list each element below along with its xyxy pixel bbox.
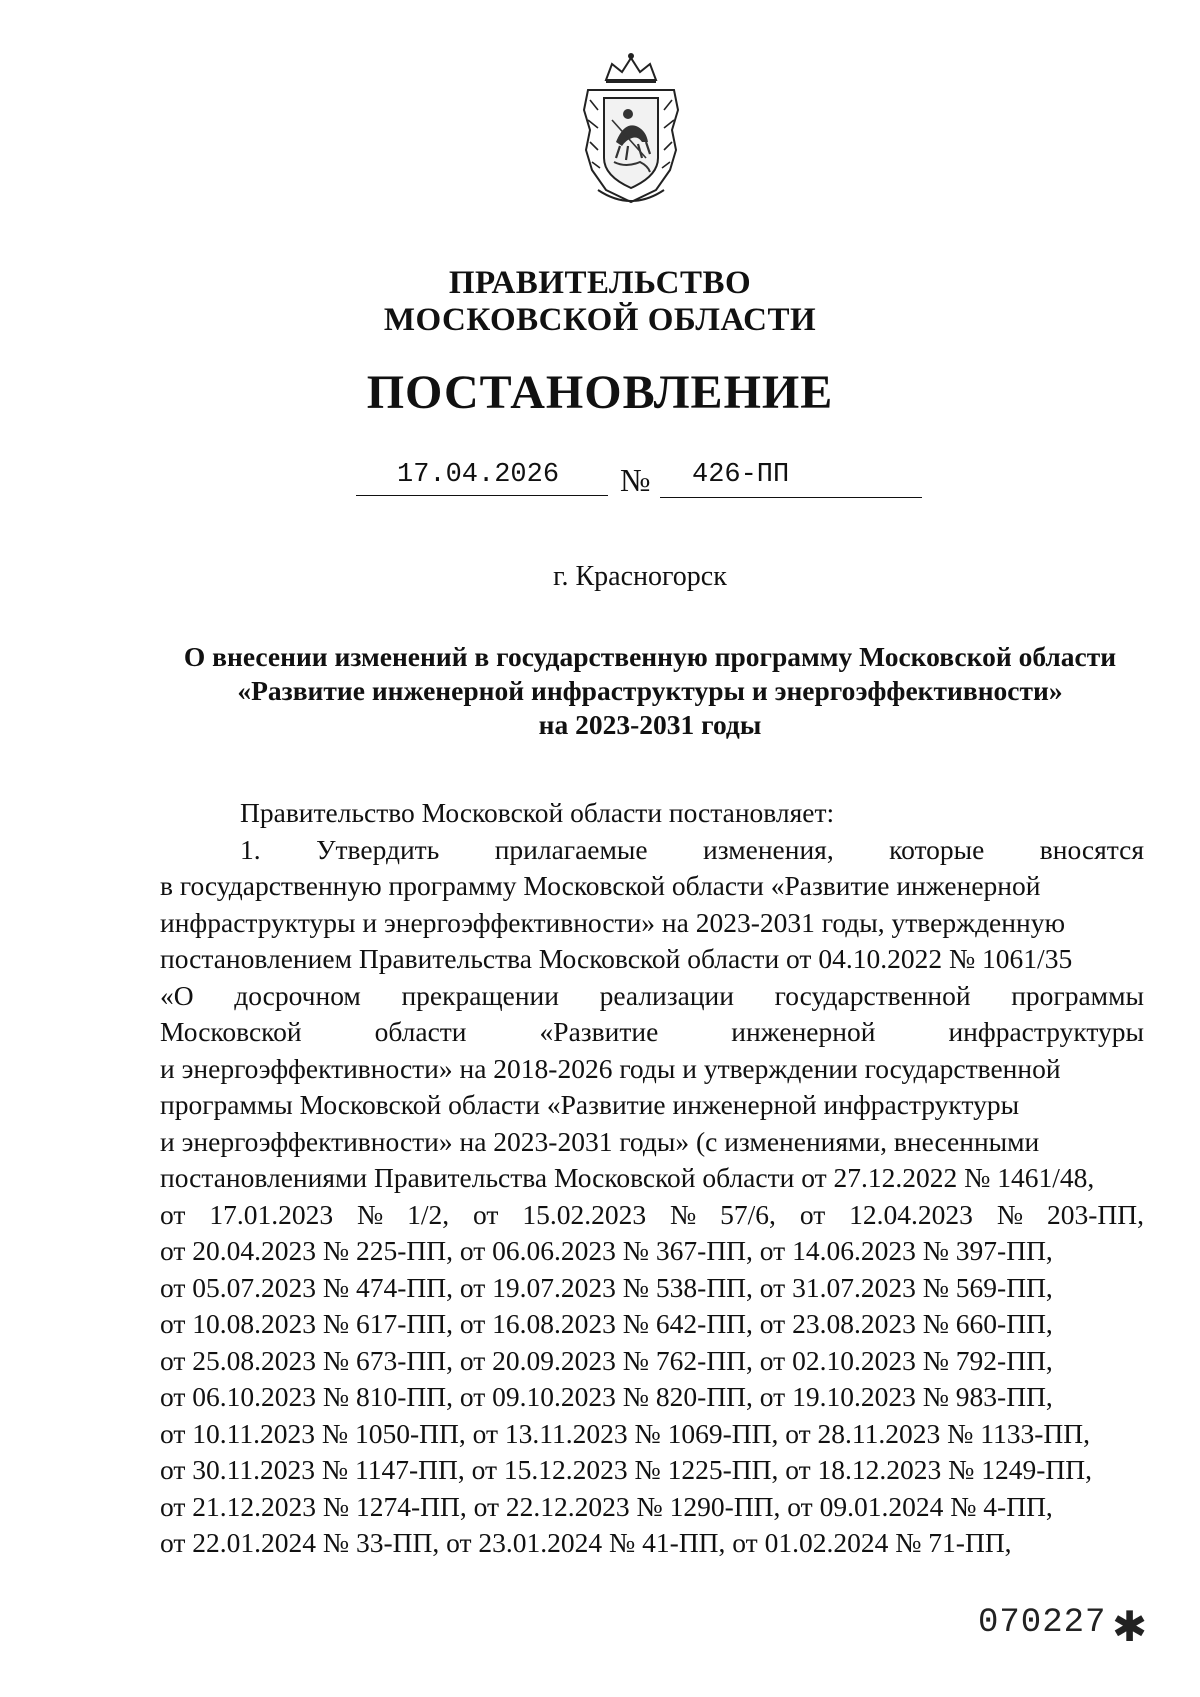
body-line: от 25.08.2023 № 673-ПП, от 20.09.2023 № 762-ПП, от 02.10.2023 № 792-ПП, [160,1344,1053,1376]
body-line-justified [160,978,1144,1015]
word: программы [1011,979,1144,1011]
word: 57/6, [720,1198,776,1230]
body-line: и энергоэффективности» на 2023-2031 годы» (с изменениями, внесенными [160,1125,1040,1157]
word: досрочном [234,979,361,1011]
word: № [996,1198,1024,1230]
word: области [374,1016,467,1047]
word: от [160,1198,186,1230]
word: прекращении [401,979,559,1011]
number-underline [660,497,922,498]
coat-of-arms-emblem [576,50,686,210]
subject-line: на 2023-2031 годы [538,709,762,740]
subject-line: «Развитие инженерной инфраструктуры и энергоэффективности» [237,675,1063,706]
decree-number: 426-ПП [692,460,790,490]
body-line-justified [160,832,1144,869]
number-sign: № [620,462,651,498]
body-line: от 20.04.2023 № 225-ПП, от 06.06.2023 № 367-ПП, от 14.06.2023 № 397-ПП, [160,1235,1053,1266]
city-name: г. Красногорск [553,561,727,592]
word: 15.02.2023 [522,1198,647,1230]
word: которые [889,833,985,865]
decree-subject [160,640,1140,742]
word: 203-ПП, [1046,1198,1144,1230]
body-line: постановлением Правительства Московской области от 04.10.2022 № 1061/35 [160,943,1073,974]
body-line: от 05.07.2023 № 474-ПП, от 19.07.2023 № 538-ПП, от 31.07.2023 № 569-ПП, [160,1271,1053,1303]
decree-body [160,795,1144,1562]
body-line-justified [160,1197,1144,1234]
body-line: от 10.08.2023 № 617-ПП, от 16.08.2023 № 642-ПП, от 23.08.2023 № 660-ПП, [160,1308,1053,1339]
subject-line: О внесении изменений в государственную программу Московской области [183,641,1117,672]
word: от [473,1198,499,1230]
word: инженерной [731,1016,876,1047]
word: № [670,1198,697,1230]
body-intro: Правительство Московской области постановляет: [240,797,835,828]
decree-date: 17.04.2026 [397,460,560,490]
word: 17.01.2023 [209,1198,334,1230]
body-line: от 06.10.2023 № 810-ПП, от 09.10.2023 № 820-ПП, от 19.10.2023 № 983-ПП, [160,1381,1053,1412]
body-line: от 21.12.2023 № 1274-ПП, от 22.12.2023 № 1290-ПП, от 09.01.2024 № 4-ПП, [160,1490,1053,1522]
word: «Развитие [539,1016,659,1047]
word: 1/2, [407,1198,450,1230]
word: Утвердить [316,833,440,865]
body-line-justified [160,1014,1144,1051]
organization-name-line1: ПРАВИТЕЛЬСТВО [448,265,752,301]
asterisk-mark-icon: ✱ [1112,1605,1148,1651]
body-line: программы Московской области «Развитие инженерной инфраструктуры [160,1089,1020,1120]
body-line: и энергоэффективности» на 2018-2026 годы и утверждении государственной [160,1052,1061,1084]
document-type-title: ПОСТАНОВЛЕНИЕ [366,366,834,419]
word: государственной [774,979,971,1011]
word: 1. [240,833,261,865]
word: прилагаемые [494,833,648,865]
word: № [356,1198,384,1230]
body-line: от 30.11.2023 № 1147-ПП, от 15.12.2023 № 1225-ПП, от 18.12.2023 № 1249-ПП, [160,1454,1093,1485]
word: изменения, [703,833,834,865]
word: от [799,1198,826,1230]
body-line: от 10.11.2023 № 1050-ПП, от 13.11.2023 № 1069-ПП, от 28.11.2023 № 1133-ПП, [160,1417,1090,1449]
word: Московской [160,1016,302,1047]
date-underline [356,495,608,496]
body-line: от 22.01.2024 № 33-ПП, от 23.01.2024 № 41-ПП, от 01.02.2024 № 71-ПП, [160,1527,1012,1558]
body-line: постановлениями Правительства Московской области от 27.12.2022 № 1461/48, [160,1162,1095,1193]
word: «О [160,979,194,1011]
organization-name-line2: МОСКОВСКОЙ ОБЛАСТИ [383,302,817,338]
word: вносятся [1039,833,1144,865]
serial-number: 070227 [978,1604,1107,1642]
word: реализации [599,979,734,1011]
body-line: в государственную программу Московской области «Развитие инженерной [160,870,1041,901]
word: 12.04.2023 [849,1198,973,1230]
body-line: инфраструктуры и энергоэффективности» на 2023-2031 годы, утвержденную [160,906,1065,938]
word: инфраструктуры [948,1016,1144,1047]
